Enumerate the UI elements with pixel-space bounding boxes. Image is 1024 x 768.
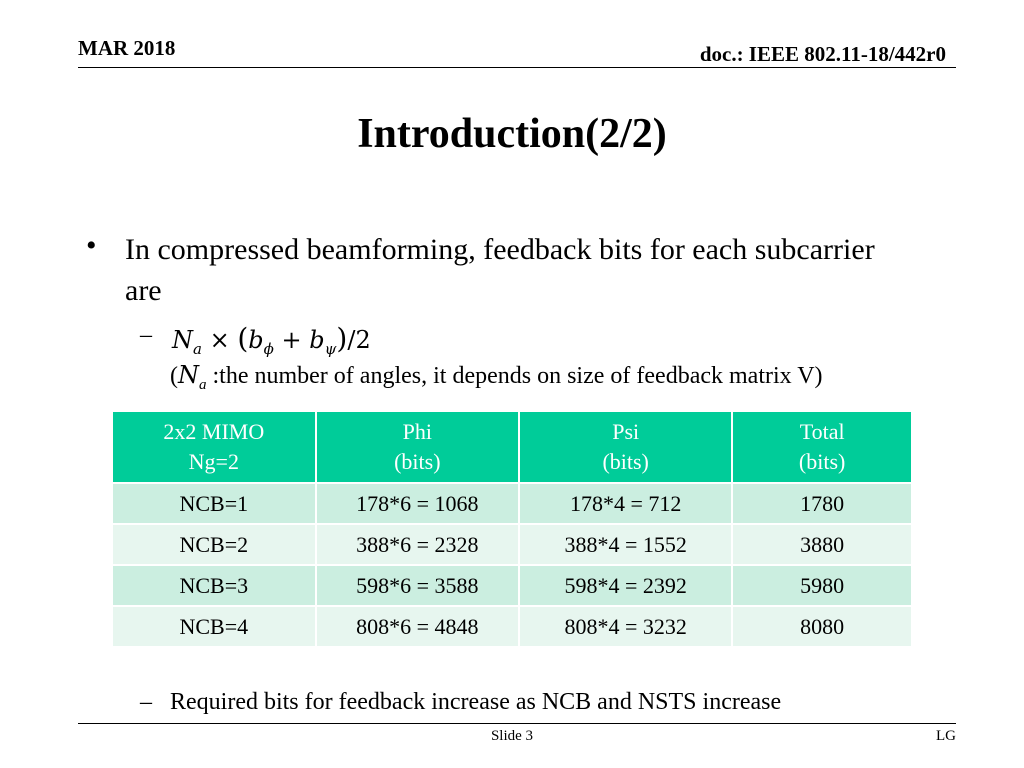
header-date: MAR 2018 — [78, 36, 176, 60]
table-cell: 178*6 = 1068 — [316, 483, 519, 524]
table-header-cell: Psi (bits) — [519, 411, 732, 483]
table-header-cell: Total (bits) — [732, 411, 912, 483]
table-cell: 3880 — [732, 524, 912, 565]
table-cell: 388*6 = 2328 — [316, 524, 519, 565]
dash-icon: – — [140, 322, 152, 348]
table-header-row — [112, 411, 912, 483]
table-cell: 8080 — [732, 606, 912, 647]
feedback-bits-formula: $N_a \times (b_\phi + b_\psi)/2$ — [172, 322, 371, 358]
feedback-bits-table — [111, 410, 913, 648]
table-cell: 388*4 = 1552 — [519, 524, 732, 565]
dash-icon: – — [140, 689, 152, 715]
table-header-cell: Phi (bits) — [316, 411, 519, 483]
table-cell: 598*6 = 3588 — [316, 565, 519, 606]
slide-title: Introduction(2/2) — [357, 111, 667, 157]
bullet-icon: • — [86, 229, 97, 262]
table-cell: NCB=3 — [112, 565, 316, 606]
header-divider — [78, 67, 956, 68]
table-row — [112, 524, 912, 565]
table-cell: 1780 — [732, 483, 912, 524]
table-header-cell: 2x2 MIMO Ng=2 — [112, 411, 316, 483]
conclusion-text: Required bits for feedback increase as NCB and NSTS increase — [170, 689, 782, 715]
table-row — [112, 483, 912, 524]
table-row — [112, 606, 912, 647]
table-cell: 5980 — [732, 565, 912, 606]
table-cell: 178*4 = 712 — [519, 483, 732, 524]
table-cell: NCB=1 — [112, 483, 316, 524]
slide-number: Slide 3 — [490, 728, 534, 744]
table-cell: 598*4 = 2392 — [519, 565, 732, 606]
table-cell: 808*4 = 3232 — [519, 606, 732, 647]
table-cell: NCB=4 — [112, 606, 316, 647]
angles-note: ($N_a$ :the number of angles, it depends on size of feedback matrix V) — [170, 361, 823, 393]
table-row — [112, 565, 912, 606]
bullet-text: In compressed beamforming, feedback bits for each subcarrier are — [125, 233, 875, 307]
footer-divider — [78, 723, 956, 724]
footer-org: LG — [936, 728, 956, 744]
table-cell: NCB=2 — [112, 524, 316, 565]
table-cell: 808*6 = 4848 — [316, 606, 519, 647]
header-doc-id: doc.: IEEE 802.11-18/442r0 — [699, 42, 946, 66]
